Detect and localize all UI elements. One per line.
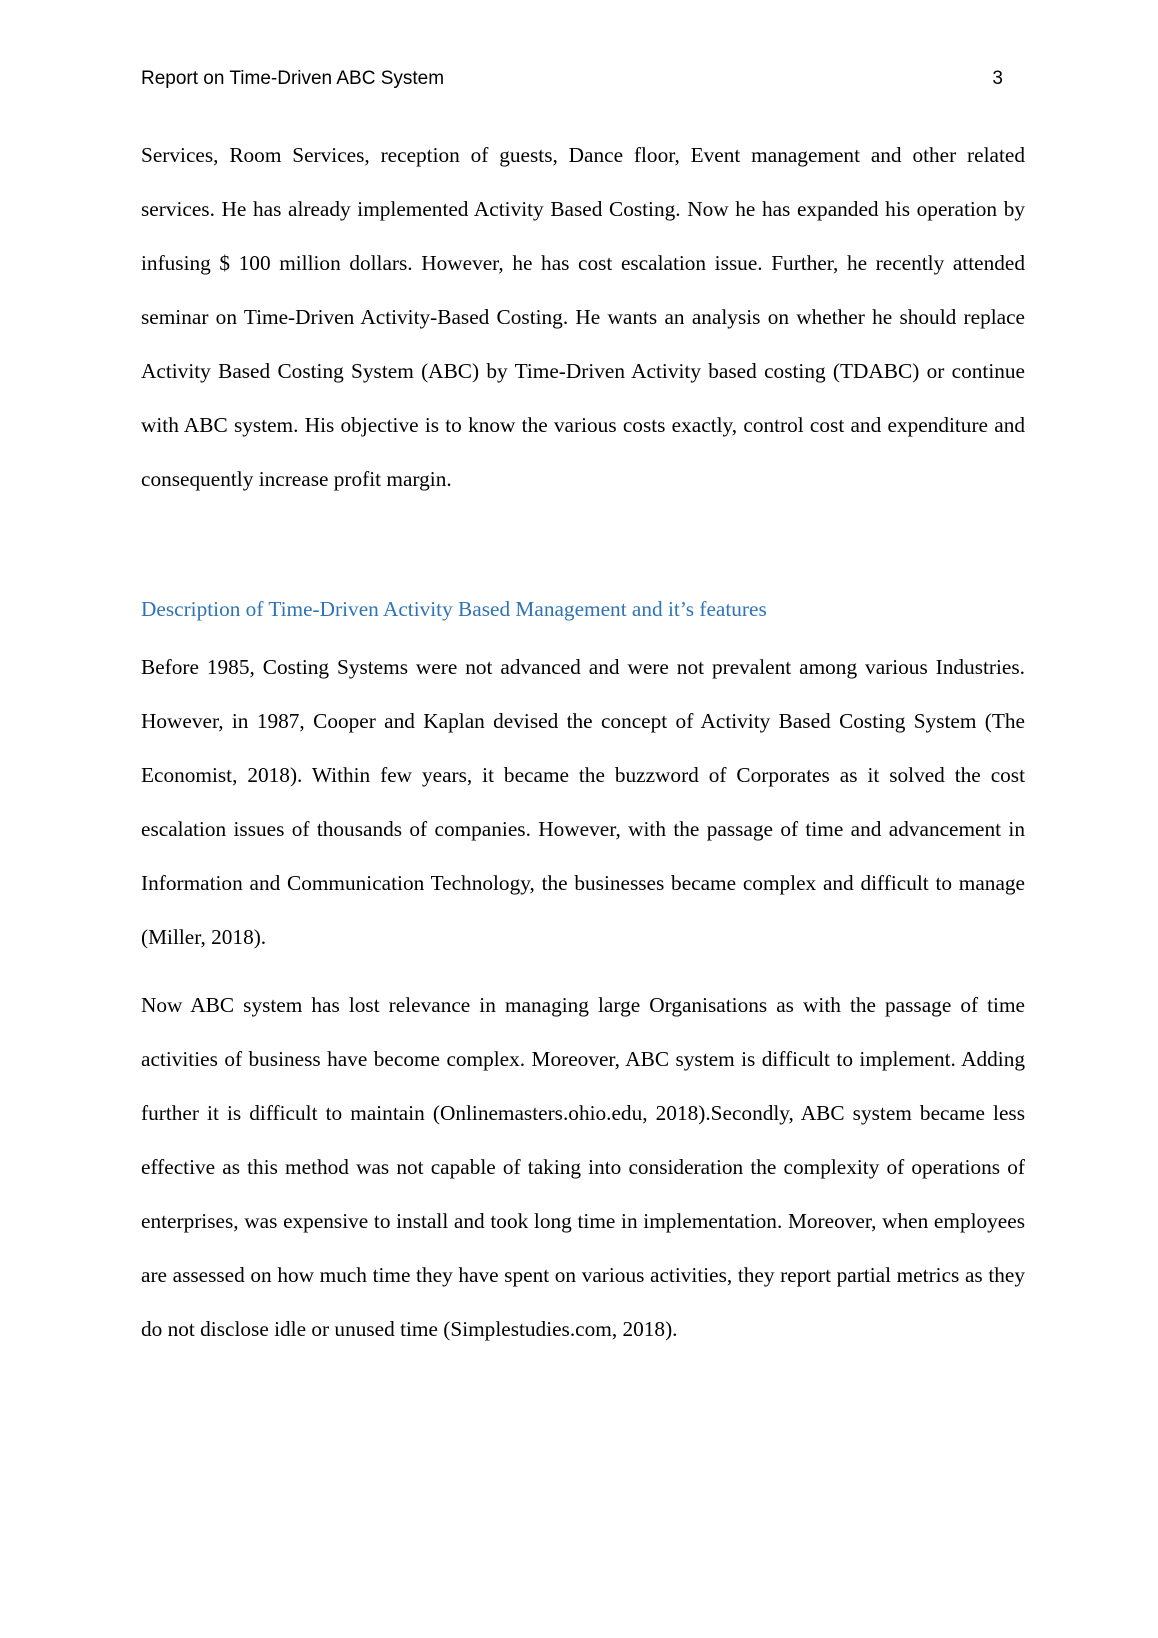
body-paragraph: Now ABC system has lost relevance in managing large Organisations as with the passage of time activities of business have become complex. Moreover, ABC system is difficult to implement. Adding further it is difficult to maintain (Onlinemasters.ohio.edu, 2018).Secondly, ABC system became less effective as this method was not capable of taking into consideration the complexity of operations of enterprises, was expensive to install and took long time in implementation. Moreover, when employees are assessed on how much time they have spent on various activities, they report partial metrics as they do not disclose idle or unused time (Simplestudies.com, 2018). <box>141 993 1025 1341</box>
body-paragraph: Before 1985, Costing Systems were not advanced and were not prevalent among various Industries. However, in 1987, Cooper and Kaplan devised the concept of Activity Based Costing System (The Economist, 2018). Within few years, it became the buzzword of Corporates as it solved the cost escalation issues of thousands of companies. However, with the passage of time and advancement in Information and Communication Technology, the businesses became complex and difficult to manage (Miller, 2018). <box>141 655 1025 949</box>
running-header <box>141 68 1017 98</box>
page-number: 3 <box>992 68 1003 89</box>
body-paragraph: Services, Room Services, reception of guests, Dance floor, Event management and other related services. He has already implemented Activity Based Costing. Now he has expanded his operation by infusing $ 100 million dollars. However, he has cost escalation issue. Further, he recently attended seminar on Time-Driven Activity-Based Costing. He wants an analysis on whether he should replace Activity Based Costing System (ABC) by Time-Driven Activity based costing (TDABC) or continue with ABC system. His objective is to know the various costs exactly, control cost and expenditure and consequently increase profit margin. <box>141 143 1025 491</box>
header-title: Report on Time-Driven ABC System <box>141 68 445 89</box>
section-heading: Description of Time-Driven Activity Based Management and it’s features <box>141 597 767 621</box>
